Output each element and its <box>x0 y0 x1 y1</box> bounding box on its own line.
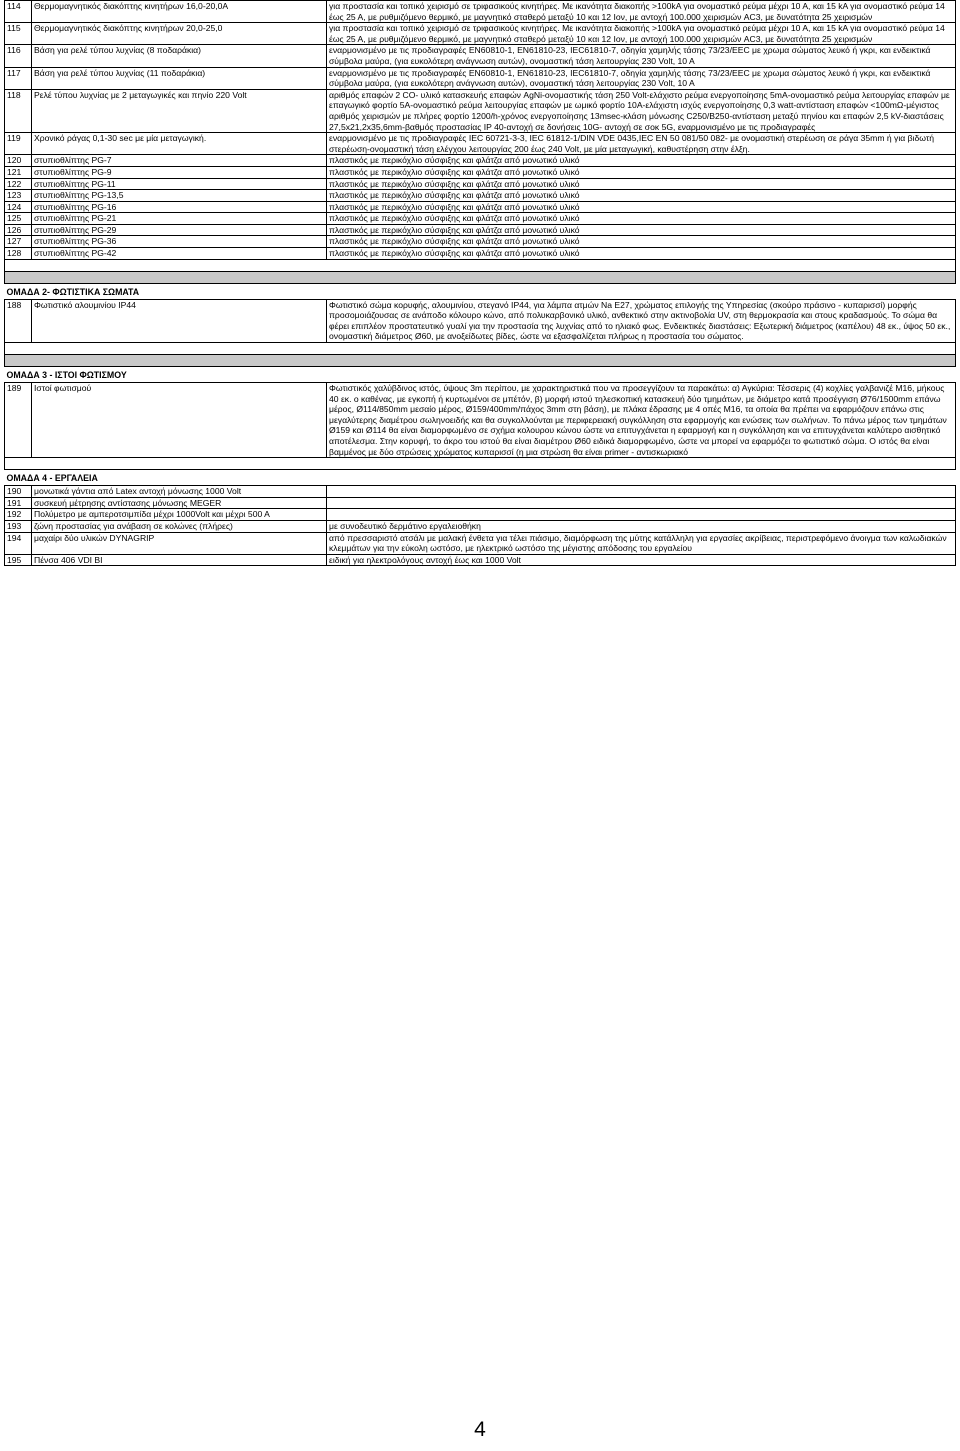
table-row <box>5 236 956 248</box>
item-number: 127 <box>5 236 32 248</box>
table-row <box>5 532 956 554</box>
item-number: 117 <box>5 67 32 89</box>
table-row <box>5 248 956 260</box>
item-name: Βάση για ρελέ τύπου λυχνίας (8 ποδαράκια) <box>32 45 327 67</box>
table-row <box>5 299 956 342</box>
item-number: 120 <box>5 155 32 167</box>
table-row <box>5 554 956 566</box>
item-description <box>327 486 956 498</box>
item-description <box>327 497 956 509</box>
table-row <box>5 190 956 202</box>
table-row <box>5 89 956 132</box>
item-number: 116 <box>5 45 32 67</box>
item-description: Φωτιστικό σώμα κορυφής, αλουμινίου, στεγανό IP44, για λάμπα ατμών Na E27, χρώματος επιλογής της Υπηρεσίας (σκούρο πράσινο - κυπαρισσί) μορφής προσομοιάζουσας σε ανάποδο κόλουρο κώνο, από πολυκαρβονικό υλικό, ανθεκτικό στην ακτινοβολία UV, στη θερμοκρασία και στους κραδασμούς. Το σώμα θα φέρει επιπλέον προστατευτικό γυαλί για την προστασία της λυχνίας από το ηλιακό φως. Ενδεικτικές διαστάσεις: Εξωτερική διάμετρος (καπέλου) 48 εκ., ύψος 50 εκ., ονομαστική διάμετρος Ø60, με ανοξείδωτες βίδες, ώστε να εξασφαλίζεται πλήρως η προστασία του σώματος. <box>327 299 956 342</box>
section-title <box>5 367 956 383</box>
page-number: 4 <box>474 1418 486 1441</box>
item-description: πλαστικός με περικόχλιο σύσφιξης και φλάτζα από μονωτικό υλικό <box>327 201 956 213</box>
item-name: Θερμομαγνητικός διακόπτης κινητήρων 20,0-25,0 <box>32 23 327 45</box>
grey-separator <box>5 271 956 283</box>
item-description: εναρμονισμένο με τις προδιαγραφές EN60810-1, EN61810-23, IEC61810-7, οδηγία χαμηλής τάσης 73/23/EEC με χρωμα σώματος λευκό ή γκρι, και ενδεικτικά σύμβολα μαύρα, (για ευκολότερη ανάγνωση αυτών), ονομαστική τάση λειτουργίας 230 Volt, 10 A <box>327 67 956 89</box>
table-row <box>5 383 956 458</box>
item-description: πλαστικός με περικόχλιο σύσφιξης και φλάτζα από μονωτικό υλικό <box>327 236 956 248</box>
table-row <box>5 224 956 236</box>
section-title <box>5 283 956 299</box>
item-number: 125 <box>5 213 32 225</box>
table-row <box>5 133 956 155</box>
item-name: Χρονικό ράγας 0,1-30 sec με μία μεταγωγική. <box>32 133 327 155</box>
item-name: στυπιοθλίπτης PG-9 <box>32 166 327 178</box>
item-number: 121 <box>5 166 32 178</box>
table-row <box>5 23 956 45</box>
item-name: στυπιοθλίπτης PG-42 <box>32 248 327 260</box>
item-number: 119 <box>5 133 32 155</box>
item-number: 122 <box>5 178 32 190</box>
table-row <box>5 201 956 213</box>
section-heading: ΟΜΑΔΑ 4 - ΕΡΓΑΛΕΙΑ <box>6 473 98 484</box>
item-name: Βάση για ρελέ τύπου λυχνίας (11 ποδαράκια) <box>32 67 327 89</box>
item-description: πλαστικός με περικόχλιο σύσφιξης και φλάτζα από μονωτικό υλικό <box>327 248 956 260</box>
item-name: στυπιοθλίπτης PG-36 <box>32 236 327 248</box>
item-description: πλαστικός με περικόχλιο σύσφιξης και φλάτζα από μονωτικό υλικό <box>327 213 956 225</box>
item-description: ειδική για ηλεκτρολόγους αντοχή έως και 1000 Volt <box>327 554 956 566</box>
table-row <box>5 1 956 23</box>
item-description: εναρμονισμένο με τις προδιαγραφές IEC 60721-3-3, IEC 61812-1/DIN VDE 0435,IEC EN 50 081/50 082- με ονομαστική στερέωση σε ράγα 35mm ή για βιδωτή στερέωση-ονομαστική τάση ελέγχου λειτουργίας 200 έως 240 Volt, με μία μεταγωγική, καθυστέρηση στην έλξη. <box>327 133 956 155</box>
item-description: εναρμονισμένο με τις προδιαγραφές EN60810-1, EN61810-23, IEC61810-7, οδηγία χαμηλής τάσης 73/23/EEC με χρωμα σώματος λευκό ή γκρι, και ενδεικτικά σύμβολα μαύρα, (για ευκολότερη ανάγνωση αυτών), ονομαστική τάση λειτουργίας 230 Volt, 10 A <box>327 45 956 67</box>
item-number: 128 <box>5 248 32 260</box>
item-description: με συνοδευτικό δερμάτινο εργαλειοθήκη <box>327 520 956 532</box>
item-description: πλαστικός με περικόχλιο σύσφιξης και φλάτζα από μονωτικό υλικό <box>327 166 956 178</box>
item-description: από πρεσσαριστό ατσάλι με μαλακή ένθετα για τέλει πιάσιμο, διαμόρφωση της μύτης κατάλληλη για εργασίες ακρίβειας, περιστρεφόμενο άνοιγμα των καλωδιακών κλεμμάτων για την εύκολη ωστόσο, με ηλεκτρικό ωστόσο της μέγιστης απόδοσης του εργαλείου <box>327 532 956 554</box>
item-number: 115 <box>5 23 32 45</box>
table-row <box>5 155 956 167</box>
item-number: 123 <box>5 190 32 202</box>
item-name: στυπιοθλίπτης PG-16 <box>32 201 327 213</box>
item-name: συσκευή μέτρησης αντίστασης μόνωσης MEGER <box>32 497 327 509</box>
item-number: 189 <box>5 383 32 458</box>
item-description: για προστασία και τοπικό χειρισμό σε τριφασικούς κινητήρες. Με ικανότητα διακοπής >100kA για ονομαστικό ρεύμα μέχρι 10 Α, και 15 kA για ονομαστικό ρεύμα 14 έως 25 Α, με ρυθμιζόμενο θερμικό, με μαγνητικό σταθερό μεταξύ 10 και 12 Ιον, με αντοχή 100.000 χειρισμών AC3, με δυνατότητα 25 χειρισμών <box>327 1 956 23</box>
table-row <box>5 509 956 521</box>
item-description: αριθμός επαφών 2 CO- υλικό κατασκευής επαφών AgNi-ονομαστικής τάση 250 Volt-ελάχιστο ρεύμα ενεργοποίησης 5mA-ονομαστικό ρεύμα λειτουργίας επαφών με επαγωγικό φορτίο 5Α-ονομαστικό ρεύμα λειτουργίας επαφών με ωμικό φορτίο 10Α-ελάχιστη ισχύς ενεργοποίησης 0,3 watt-αντίσταση επαφών <100mΩ-μέγιστος αριθμός χειρισμών με πλήρες φορτίο 1200/h-χρόνος ενεργοποίησης 13msec-κλάση μόνωσης C250/B250-αντίσταση μεταξύ πηνίου και επαφών 2,5 kV-διαστάσεις 27,5x21,2x35,6mm-βαθμός προστασίας IP 40-αντοχή σε δονήσεις 10G- αντοχή σε σοκ 5G, εναρμονισμένο με τις προδιαγραφές <box>327 89 956 132</box>
section-heading: ΟΜΑΔΑ 3 - ΙΣΤΟΙ ΦΩΤΙΣΜΟΥ <box>6 370 127 381</box>
item-number: 190 <box>5 486 32 498</box>
grey-separator <box>5 355 956 367</box>
item-number: 124 <box>5 201 32 213</box>
item-number: 118 <box>5 89 32 132</box>
item-description: για προστασία και τοπικό χειρισμό σε τριφασικούς κινητήρες. Με ικανότητα διακοπής >100kA για ονομαστικό ρεύμα μέχρι 10 Α, και 15 kA για ονομαστικό ρεύμα 14 έως 25 Α, με ρυθμιζόμενο θερμικό, με μαγνητικό σταθερό μεταξύ 10 και 12 Ιον, με αντοχή 100.000 χειρισμών AC3, με δυνατότητα 25 χειρισμών <box>327 23 956 45</box>
item-name: μονωτικά γάντια από Latex αντοχή μόνωσης 1000 Volt <box>32 486 327 498</box>
item-name: Ρελέ τύπου λυχνίας με 2 μεταγωγικές και πηνίο 220 Volt <box>32 89 327 132</box>
table-row <box>5 45 956 67</box>
item-number: 126 <box>5 224 32 236</box>
item-description: πλαστικός με περικόχλιο σύσφιξης και φλάτζα από μονωτικό υλικό <box>327 155 956 167</box>
table-row <box>5 486 956 498</box>
item-name: μαχαίρι δύο υλικών DYNAGRIP <box>32 532 327 554</box>
section-heading: ΟΜΑΔΑ 2- ΦΩΤΙΣΤΙΚΑ ΣΩΜΑΤΑ <box>6 286 140 297</box>
item-name: στυπιοθλίπτης PG-13,5 <box>32 190 327 202</box>
item-name: Φωτιστικό αλουμινίου IP44 <box>32 299 327 342</box>
item-number: 195 <box>5 554 32 566</box>
item-number: 191 <box>5 497 32 509</box>
item-name: στυπιοθλίπτης PG-11 <box>32 178 327 190</box>
item-number: 193 <box>5 520 32 532</box>
item-description: Φωτιστικός χαλύβδινος ιστός, ύψους 3m περίπου, με χαρακτηριστικά που να προσεγγίζουν τα παρακάτω: α) Αγκύρια: Τέσσερις (4) κοχλίες γαλβανιζέ Μ16, μήκους 40 εκ. ο καθένας, με εγκοπή ή κυρτωμένοι σε μπέτόν, β) μορφή ιστού τηλεσκοπική κατασκευή δύο τμημάτων, με διάμετρο κατά προσέγγιση Ø76/1500mm επάνω μέρος, Ø114/850mm μεσαίο μέρος, Ø159/400mm/πάχος 3mm στη βάση), με πλάκα έδρασης με 4 οπές Μ16, τα οποία θα πρέπει να εφαρμόζουν επάνω στις μεγαλύτερης διαμέτρου σωληνοειδής και θα συγκολλούνται με περιφερειακή συγκόλληση στα εφαρμογής και ενώσεις των σωλήνων. Το πάνω μέρος των τμημάτων Ø159 και Ø114 θα είναι διαμορφωμένο σε σχήμα κολουρου κώνου ώστε να επιτυγχάνεται η εφαρμογή και η συγκόλληση και να επιτυγχάνεται καλύτερο αισθητικό αποτέλεσμα. Στην κορυφή, το άκρο του ιστού θα είναι διαμέτρου Ø60 ειδικά διαμορφωμένο, ώστε να μπορεί να εφαρμόζει το φωτιστικό σώμα. Ο ιστός θα είναι βαμμένος με δύο στρώσεις χρώματος κυπαρισσί (η μια στρώση θα είναι primer - αντισκωριακό <box>327 383 956 458</box>
table-row <box>5 213 956 225</box>
document-page <box>4 0 956 566</box>
item-description: πλαστικός με περικόχλιο σύσφιξης και φλάτζα από μονωτικό υλικό <box>327 178 956 190</box>
item-number: 114 <box>5 1 32 23</box>
table-row <box>5 520 956 532</box>
table-row <box>5 166 956 178</box>
spec-table <box>4 0 956 566</box>
item-name: στυπιοθλίπτης PG-7 <box>32 155 327 167</box>
item-name: στυπιοθλίπτης PG-29 <box>32 224 327 236</box>
section-title <box>5 470 956 486</box>
item-name: στυπιοθλίπτης PG-21 <box>32 213 327 225</box>
item-name: Θερμομαγνητικός διακόπτης κινητήρων 16,0-20,0Α <box>32 1 327 23</box>
table-row <box>5 497 956 509</box>
item-name: Ιστοί φωτισμού <box>32 383 327 458</box>
spacer-row <box>5 458 956 470</box>
table-row <box>5 67 956 89</box>
item-number: 188 <box>5 299 32 342</box>
item-description: πλαστικός με περικόχλιο σύσφιξης και φλάτζα από μονωτικό υλικό <box>327 224 956 236</box>
item-number: 192 <box>5 509 32 521</box>
table-row <box>5 178 956 190</box>
spacer-row <box>5 343 956 355</box>
item-name: Πολύμετρο με αμπεροτσιμπίδα μέχρι 1000Volt και μέχρι 500 Α <box>32 509 327 521</box>
spacer-row <box>5 259 956 271</box>
item-description <box>327 509 956 521</box>
item-name: ζώνη προστασίας για ανάβαση σε κολώνες (πλήρες) <box>32 520 327 532</box>
item-description: πλαστικός με περικόχλιο σύσφιξης και φλάτζα από μονωτικό υλικό <box>327 190 956 202</box>
item-name: Πένσα 406 VDI BI <box>32 554 327 566</box>
item-number: 194 <box>5 532 32 554</box>
